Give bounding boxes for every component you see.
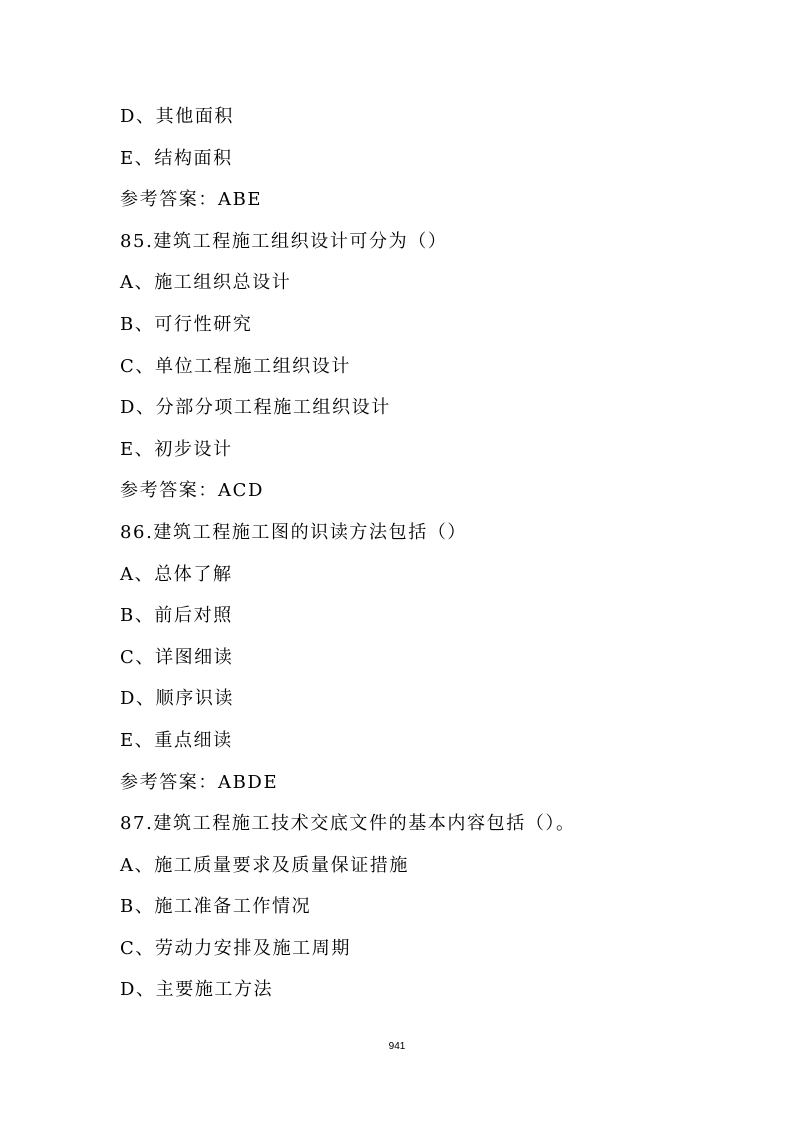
document-body [120,99,576,1014]
option-text: D、顺序识读 [120,688,235,710]
option-text: D、其他面积 [120,106,235,127]
question-text: 87.建筑工程施工技术交底文件的基本内容包括（）。 [120,813,576,835]
option-text: C、单位工程施工组织设计 [120,355,351,377]
option-text: B、可行性研究 [120,313,253,335]
answer-text: 参考答案：ABE [120,189,263,211]
option-text: C、劳动力安排及施工周期 [120,937,351,959]
option-text: E、结构面积 [120,147,233,169]
option-text: D、主要施工方法 [120,979,274,1001]
option-text: B、施工准备工作情况 [120,896,312,918]
option-text: E、重点细读 [120,729,233,751]
page-number: 941 [388,1041,406,1052]
answer-text: 参考答案：ACD [120,480,265,502]
question-text: 85.建筑工程施工组织设计可分为（） [120,230,448,252]
option-text: C、详图细读 [120,646,234,668]
option-text: A、施工质量要求及质量保证措施 [120,854,409,876]
option-text: A、总体了解 [120,563,233,585]
option-text: E、初步设计 [120,438,233,460]
answer-text: 参考答案：ABDE [120,771,279,793]
option-text: B、前后对照 [120,605,233,627]
option-text: A、施工组织总设计 [120,272,292,294]
question-text: 86.建筑工程施工图的识读方法包括（） [120,521,468,543]
option-text: D、分部分项工程施工组织设计 [120,397,391,419]
